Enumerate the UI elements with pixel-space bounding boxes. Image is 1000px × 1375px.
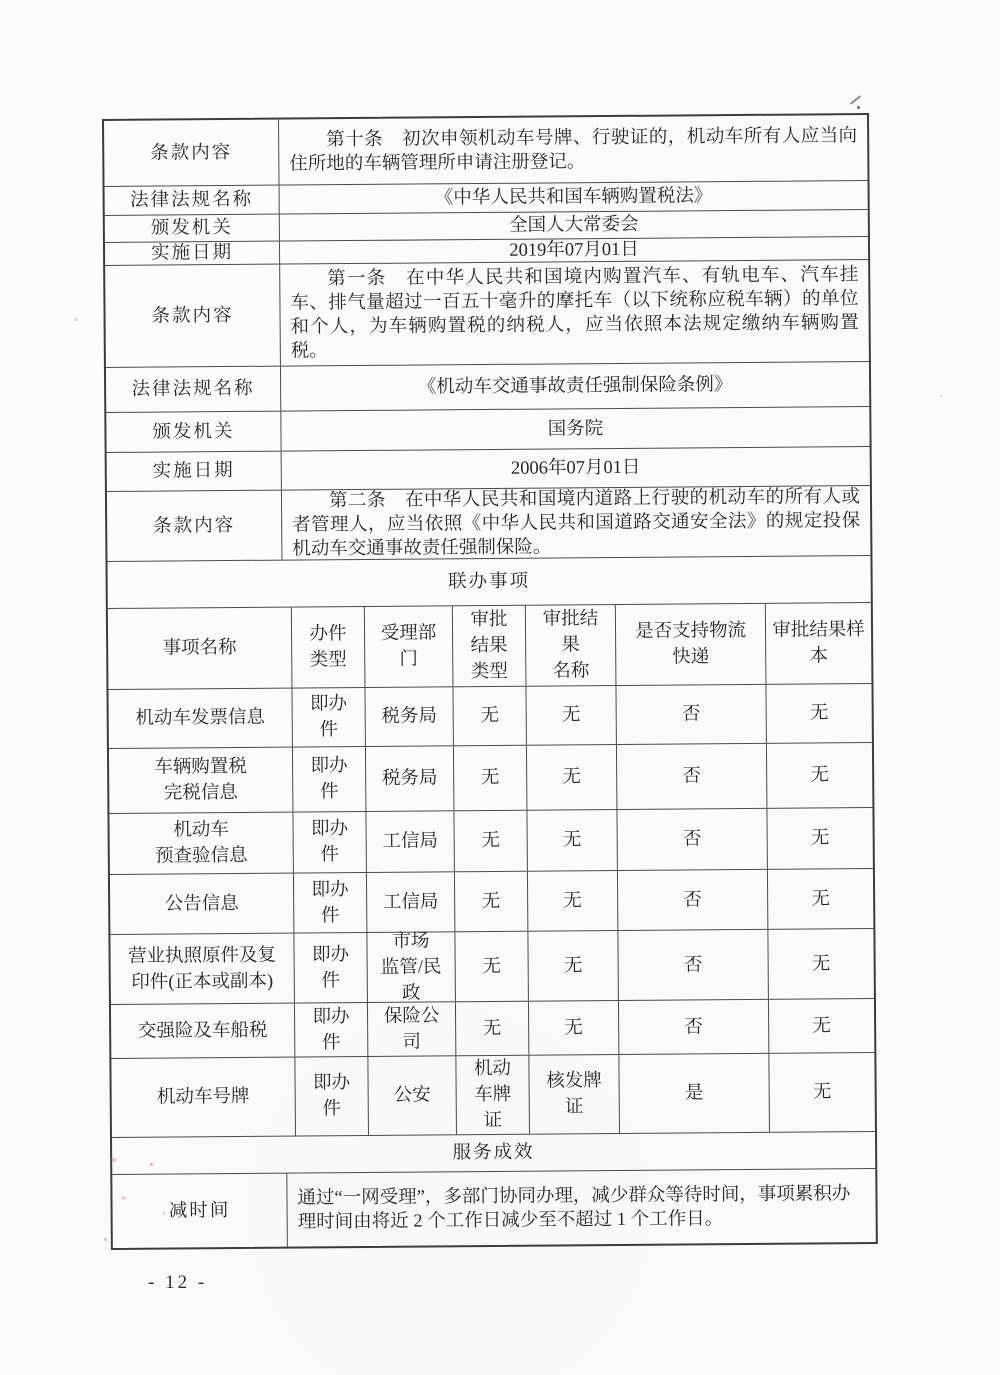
table-cell: 工信局 (367, 872, 455, 932)
table-cell: 无 (456, 1002, 529, 1056)
table-cell: 工信局 (366, 811, 454, 872)
row-label: 法律法规名称 (106, 367, 281, 412)
row-label: 条款内容 (107, 491, 283, 561)
row-content: 2006年07月01日 (510, 457, 641, 479)
row-label: 条款内容 (105, 265, 281, 367)
table-cell: 无 (455, 932, 529, 1002)
table-cell: 交强险及车船税 (111, 1004, 295, 1058)
row-label: 法律法规名称 (105, 186, 280, 215)
table-cell: 无 (453, 687, 526, 746)
info-row (105, 260, 869, 368)
row-label: 颁发机关 (105, 215, 280, 242)
info-row (106, 407, 869, 453)
table-cell: 否 (617, 744, 767, 809)
table-cell: 营业执照原件及复 印件(正本或副本) (110, 934, 295, 1004)
table-cell: 否 (616, 685, 766, 744)
joint-items-header-row (108, 603, 872, 690)
column-header: 办件 类型 (292, 607, 366, 688)
row-content: 《中华人民共和国车辆购置税法》 (434, 186, 713, 209)
row-content (280, 260, 869, 366)
column-header: 审批结 果 名称 (526, 605, 617, 686)
table-cell: 否 (617, 809, 767, 870)
table-cell: 机动车 预查验信息 (109, 813, 293, 874)
table-cell: 公告信息 (110, 874, 294, 934)
info-row (107, 486, 871, 562)
table-cell: 即办 件 (294, 933, 368, 1003)
row-label: 颁发机关 (106, 412, 281, 452)
scan-speck (940, 395, 943, 397)
clause-text: 第二条 在中华人民共和国境内道路上行驶的机动车的所有人或者管理人，应当依照《中华人民共和国道路交通安全法》的规定投保机动车交通事故责任强制保险。 (292, 486, 861, 560)
column-header: 审批结果样 本 (772, 620, 865, 667)
section-title-service: 服务成效 (112, 1132, 875, 1175)
table-cell: 机动车号牌 (111, 1058, 296, 1137)
table-cell: 机动 车牌 证 (456, 1056, 530, 1135)
table-cell: 市场 监管/民 政 (367, 932, 456, 1002)
table-cell: 无 (454, 746, 528, 811)
column-header: 是否支持物流 快递 (616, 604, 767, 685)
table-cell: 否 (618, 930, 769, 1000)
row-label: 实施日期 (107, 452, 282, 491)
clause-text: 第十条 初次申领机动车号牌、行驶证的，机动车所有人应当向住所地的车辆管理所申请注册登记。 (289, 125, 858, 175)
table-cell: 无 (812, 1015, 831, 1036)
table-row (111, 999, 874, 1059)
column-header: 受理部 门 (365, 606, 454, 687)
table-cell: 否 (618, 870, 768, 930)
table-cell: 车辆购置税 完税信息 (109, 748, 293, 813)
row-content (287, 1169, 876, 1247)
table-cell: 无 (810, 828, 830, 849)
table-cell: 无 (526, 686, 616, 745)
scan-speck (163, 1212, 165, 1214)
row-label: 实施日期 (105, 242, 280, 265)
table-cell: 无 (811, 888, 830, 909)
scan-speck (150, 1163, 153, 1166)
table-row (109, 808, 872, 875)
table-cell: 保险公 司 (368, 1002, 456, 1056)
pen-mark (850, 95, 861, 105)
scan-speck (121, 1196, 126, 1200)
row-content (282, 486, 871, 560)
row-content: 《机动车交通事故责任强制保险条例》 (417, 375, 733, 398)
table-cell: 无 (529, 1001, 619, 1055)
scan-speck (112, 1158, 116, 1162)
table-cell: 公安 (368, 1056, 457, 1135)
table-row (110, 869, 873, 935)
scan-speck (74, 318, 78, 321)
info-row (106, 362, 869, 413)
row-content: 国务院 (547, 418, 604, 440)
table-cell: 否 (619, 1000, 769, 1054)
table-cell: 税务局 (365, 687, 453, 746)
row-content: 全国人大常委会 (509, 214, 639, 236)
table-cell: 核发牌 证 (529, 1055, 620, 1134)
table-cell: 无 (528, 931, 619, 1001)
table-cell: 无 (809, 703, 829, 724)
row-content (279, 115, 867, 185)
scan-speck (104, 1238, 107, 1241)
column-header: 审批 结果 类型 (453, 606, 527, 687)
table-cell: 无 (527, 810, 617, 871)
service-text: 通过“一网受理”，多部门协同办理，减少群众等待时间，事项累积办理时间由将近 2 个工作日减少至不超过 1 个工作日。 (297, 1183, 851, 1232)
table-cell: 即办 件 (292, 688, 365, 747)
table-cell: 无 (812, 1082, 832, 1103)
table-row (109, 743, 872, 814)
table-cell: 无 (454, 811, 527, 872)
section-title-lianban: 联办事项 (107, 556, 870, 609)
table-cell: 是 (619, 1054, 770, 1133)
page-number: - 12 - (148, 1272, 208, 1293)
table-cell: 即办 件 (293, 747, 367, 812)
row-label: 减时间 (112, 1174, 288, 1248)
table-cell: 无 (527, 745, 617, 810)
clause-text: 第一条 在中华人民共和国境内购置汽车、有轨电车、汽车挂车、排气量超过一百五十毫升的摩托车（以下统称应税车辆）的单位和个人，为车辆购置税的纳税人，应当依照本法规定缴纳车辆购置税。 (290, 264, 859, 362)
column-header: 事项名称 (108, 608, 293, 689)
pen-dot (857, 106, 860, 109)
info-row (104, 115, 867, 187)
table-cell: 无 (455, 872, 528, 932)
table-cell: 税务局 (366, 746, 454, 811)
row-content: 2019年07月01日 (509, 239, 639, 261)
table-cell: 机动车发票信息 (108, 689, 292, 748)
table-row (110, 929, 874, 1005)
table-row (111, 1053, 875, 1138)
service-row (112, 1169, 876, 1248)
table-cell: 无 (811, 953, 831, 974)
table-cell: 即办 件 (294, 873, 367, 933)
table-row (108, 684, 871, 749)
table-cell: 无 (528, 871, 618, 931)
table-cell: 即办 件 (295, 1003, 368, 1057)
row-label: 条款内容 (104, 120, 280, 186)
regulation-table (102, 113, 878, 1250)
table-cell: 即办 件 (295, 1057, 369, 1136)
table-cell: 即办 件 (293, 812, 366, 873)
table-cell: 无 (810, 765, 830, 786)
